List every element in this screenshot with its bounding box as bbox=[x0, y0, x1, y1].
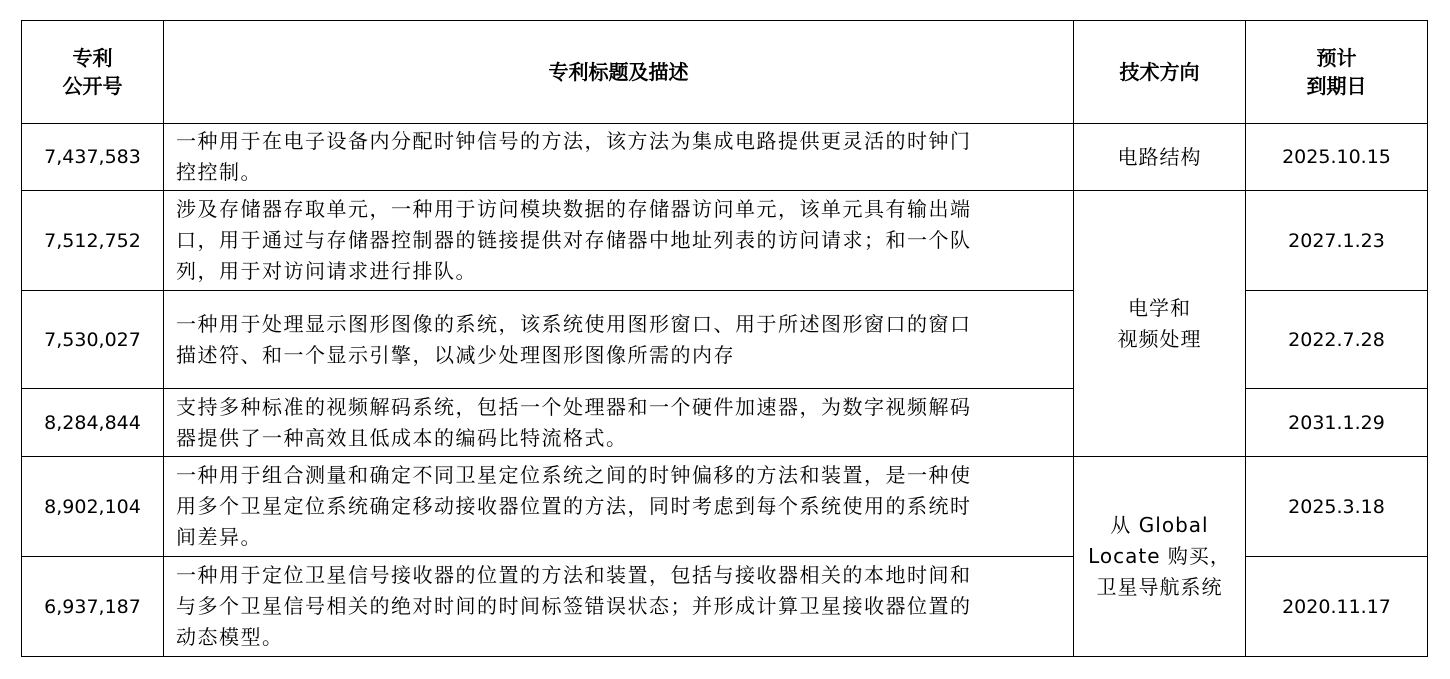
patent-description: 一种用于在电子设备内分配时钟信号的方法，该方法为集成电路提供更灵活的时钟门 控控制。 bbox=[164, 124, 1074, 191]
tech-direction: 电路结构 bbox=[1074, 124, 1246, 191]
patent-description: 一种用于处理显示图形图像的系统，该系统使用图形窗口、用于所述图形窗口的窗口 描述符、和一个显示引擎，以减少处理图形图像所需的内存 bbox=[164, 291, 1074, 389]
patent-description: 涉及存储器存取单元，一种用于访问模块数据的存储器访问单元，该单元具有输出端 口，用于通过与存储器控制器的链接提供对存储器中地址列表的访问请求；和一个队 列，用于对访问请求进行排队。 bbox=[164, 191, 1074, 291]
table-row bbox=[22, 191, 1428, 291]
expiry-date: 2027.1.23 bbox=[1246, 191, 1428, 291]
tech-direction: 电学和 视频处理 bbox=[1074, 191, 1246, 457]
header-expiry-date: 预计 到期日 bbox=[1246, 21, 1428, 124]
patent-description: 一种用于组合测量和确定不同卫星定位系统之间的时钟偏移的方法和装置，是一种使 用多个卫星定位系统确定移动接收器位置的方法，同时考虑到每个系统使用的系统时 间差异。 bbox=[164, 457, 1074, 557]
expiry-date: 2031.1.29 bbox=[1246, 389, 1428, 457]
patent-number: 8,902,104 bbox=[22, 457, 164, 557]
header-row bbox=[22, 21, 1428, 124]
header-tech-direction: 技术方向 bbox=[1074, 21, 1246, 124]
header-patent-number: 专利 公开号 bbox=[22, 21, 164, 124]
patent-number: 8,284,844 bbox=[22, 389, 164, 457]
patent-table bbox=[21, 20, 1428, 657]
expiry-date: 2020.11.17 bbox=[1246, 557, 1428, 657]
patent-description: 一种用于定位卫星信号接收器的位置的方法和装置，包括与接收器相关的本地时间和 与多个卫星信号相关的绝对时间的时间标签错误状态；并形成计算卫星接收器位置的 动态模型。 bbox=[164, 557, 1074, 657]
patent-number: 7,437,583 bbox=[22, 124, 164, 191]
table-row bbox=[22, 457, 1428, 557]
header-title-description: 专利标题及描述 bbox=[164, 21, 1074, 124]
table-row bbox=[22, 124, 1428, 191]
expiry-date: 2022.7.28 bbox=[1246, 291, 1428, 389]
patent-number: 7,530,027 bbox=[22, 291, 164, 389]
expiry-date: 2025.10.15 bbox=[1246, 124, 1428, 191]
patent-description: 支持多种标准的视频解码系统，包括一个处理器和一个硬件加速器，为数字视频解码 器提供了一种高效且低成本的编码比特流格式。 bbox=[164, 389, 1074, 457]
patent-number: 7,512,752 bbox=[22, 191, 164, 291]
tech-direction: 从 Global Locate 购买， 卫星导航系统 bbox=[1074, 457, 1246, 657]
expiry-date: 2025.3.18 bbox=[1246, 457, 1428, 557]
patent-number: 6,937,187 bbox=[22, 557, 164, 657]
